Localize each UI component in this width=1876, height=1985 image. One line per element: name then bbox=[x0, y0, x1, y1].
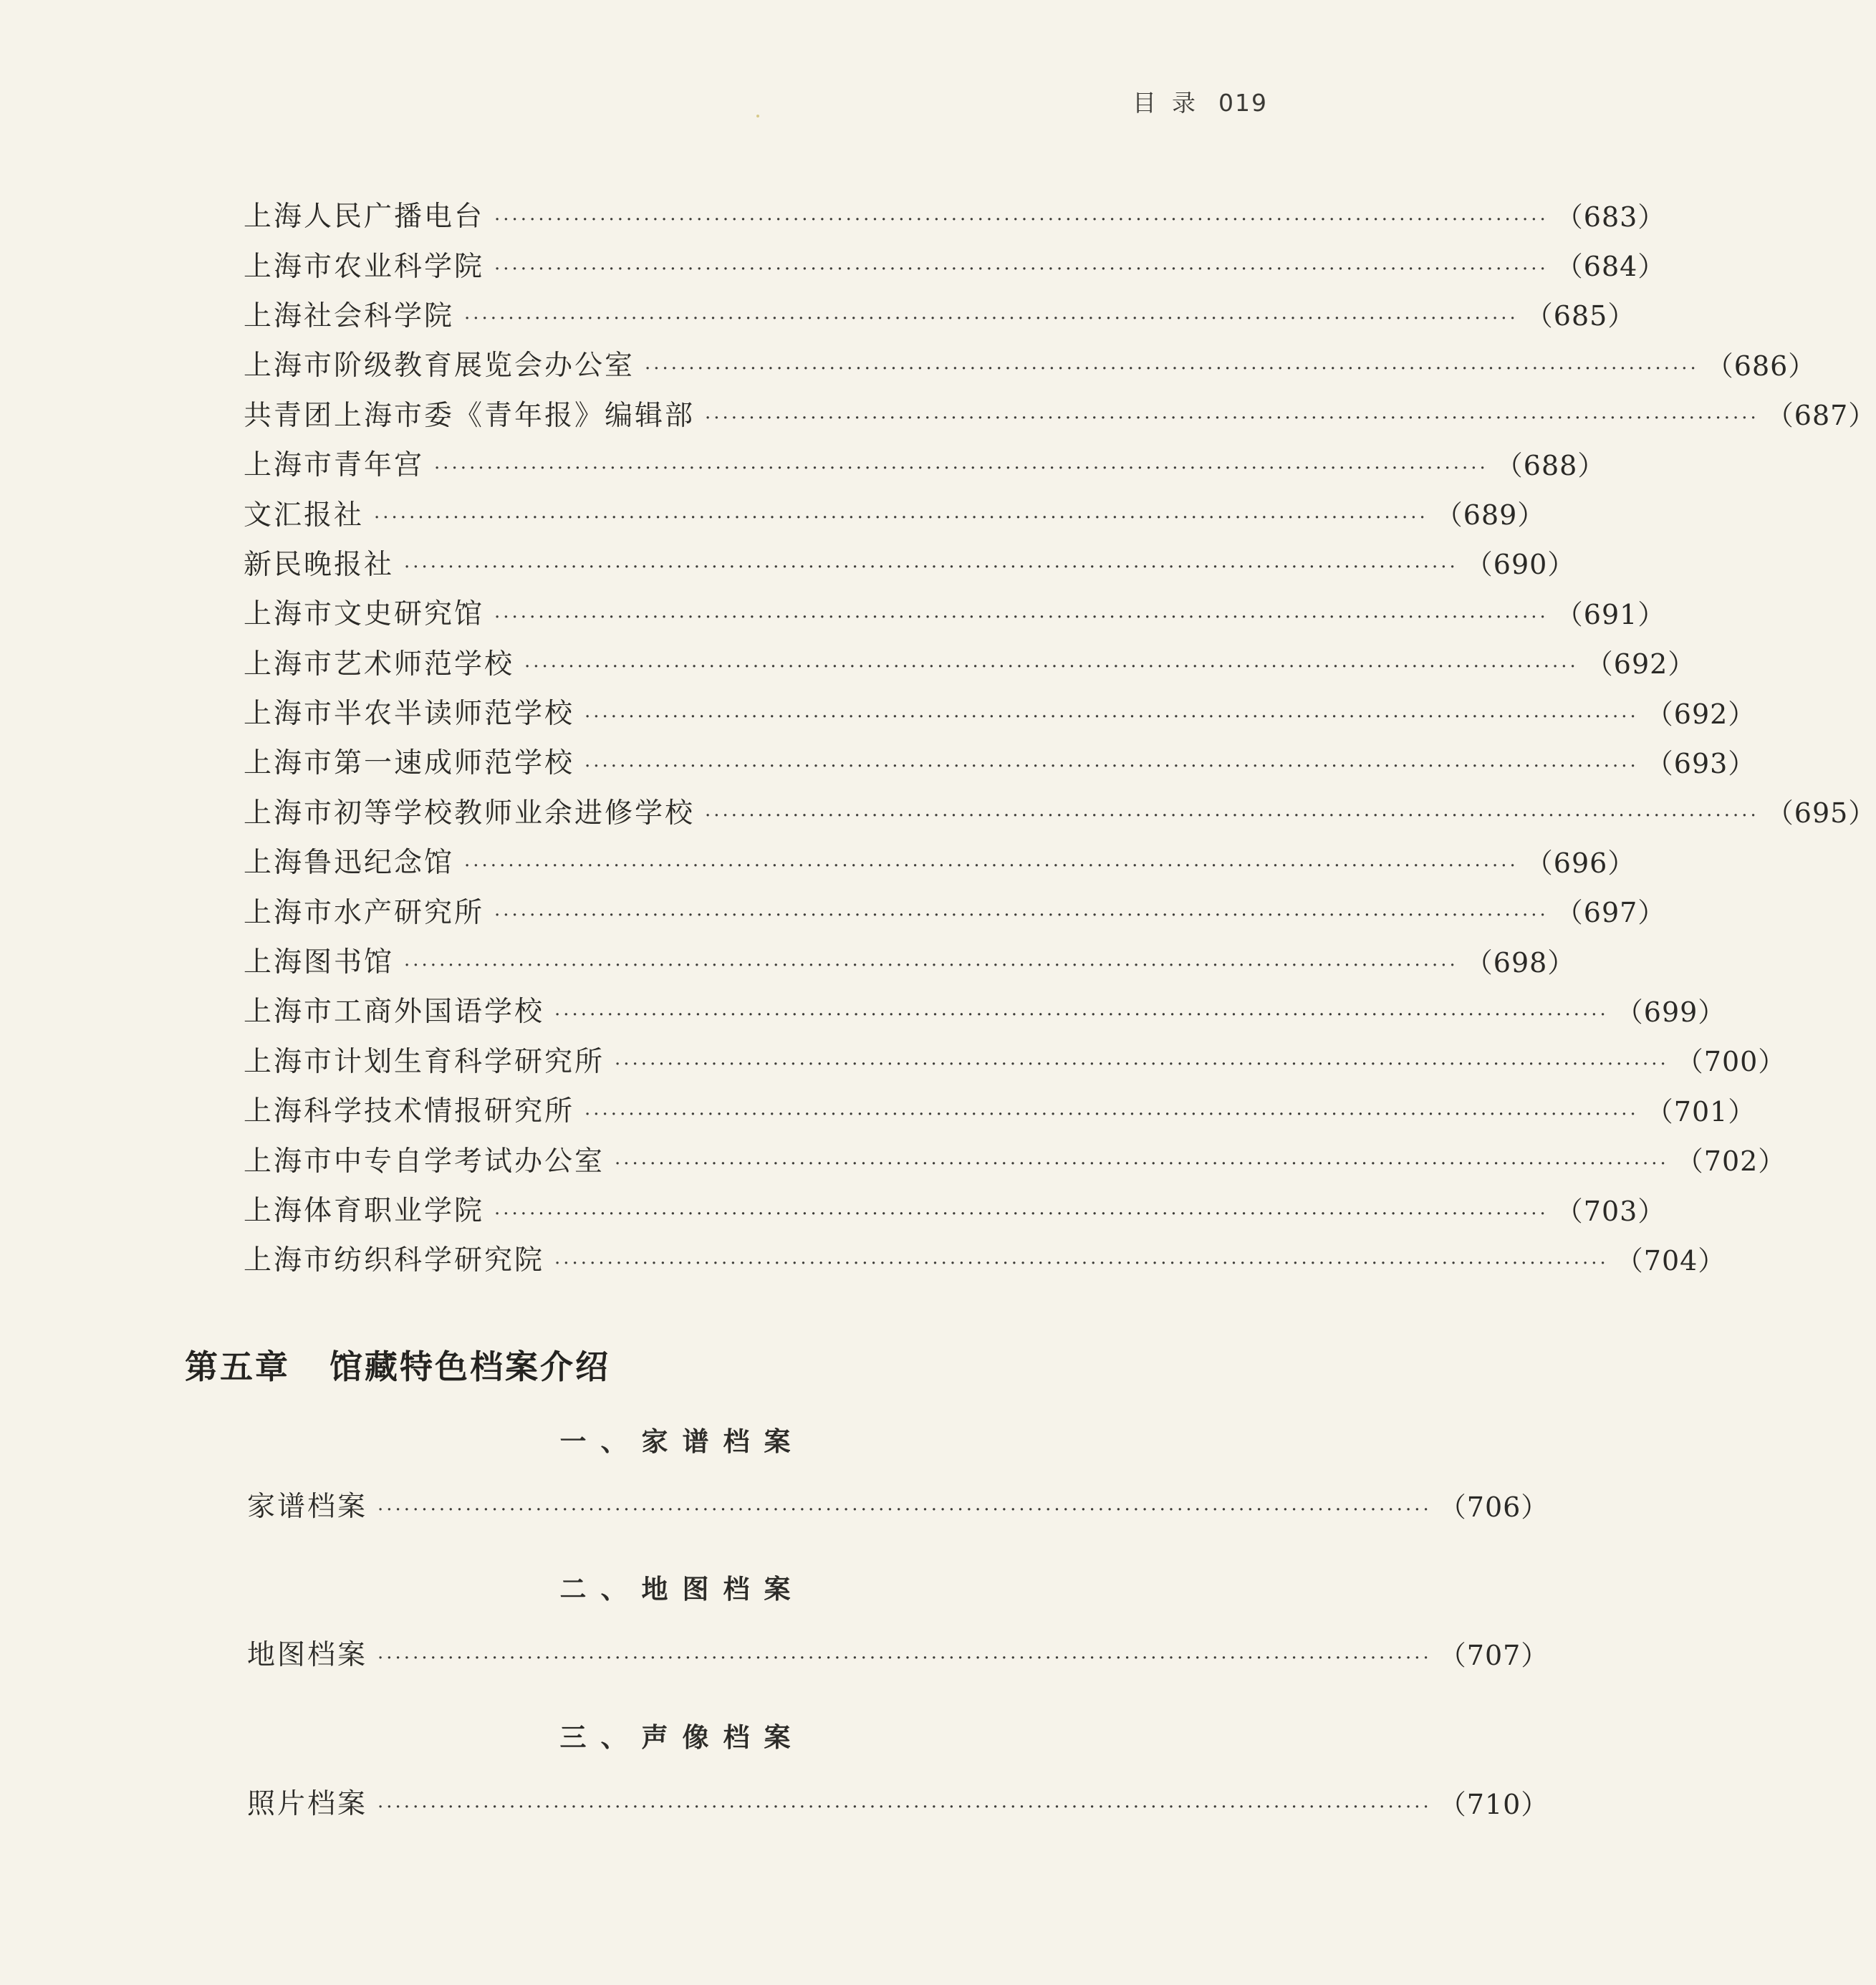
toc-entry-page: （684） bbox=[1555, 251, 1666, 283]
toc-entry[interactable] bbox=[244, 292, 1636, 341]
toc-entry-page: （700） bbox=[1675, 1046, 1786, 1078]
toc-entry[interactable] bbox=[244, 739, 1756, 788]
toc-entry-label: 家谱档案 bbox=[247, 1491, 368, 1524]
toc-entry-label: 上海市文史研究馆 bbox=[244, 598, 485, 631]
toc-entry-page: （686） bbox=[1706, 350, 1817, 382]
toc-entry-label: 上海市艺术师范学校 bbox=[244, 648, 515, 681]
toc-entry-page: （710） bbox=[1438, 1788, 1549, 1820]
toc-entry[interactable] bbox=[247, 1482, 1549, 1532]
toc-entry[interactable] bbox=[244, 640, 1696, 689]
toc-entry-page: （698） bbox=[1465, 946, 1576, 979]
toc-entry-page: （704） bbox=[1615, 1244, 1726, 1277]
leader-dots: ························································································································ bbox=[645, 357, 1699, 380]
toc-entry-label: 上海人民广播电台 bbox=[244, 201, 485, 234]
toc-entry-page: （696） bbox=[1525, 847, 1636, 879]
toc-entry-label: 上海体育职业学院 bbox=[244, 1195, 485, 1227]
chapter-heading bbox=[185, 1341, 610, 1388]
toc-entry[interactable] bbox=[244, 590, 1666, 639]
leader-dots: ························································································································ bbox=[377, 1647, 1432, 1669]
leader-dots: ························································································································ bbox=[464, 308, 1519, 330]
leader-dots: ························································································································ bbox=[494, 208, 1549, 231]
chapter-number: 第五章 bbox=[185, 1347, 290, 1386]
section-entry-list bbox=[247, 1482, 1549, 1532]
toc-entry-page: （706） bbox=[1438, 1491, 1549, 1523]
section-entry-list bbox=[247, 1779, 1549, 1829]
leader-dots: ························································································································ bbox=[524, 656, 1579, 678]
toc-entry-label: 上海市纺织科学研究院 bbox=[244, 1244, 545, 1277]
leader-dots: ························································································································ bbox=[494, 606, 1549, 628]
toc-entry-label: 上海社会科学院 bbox=[244, 299, 455, 332]
toc-entry-page: （689） bbox=[1435, 499, 1546, 532]
toc-entry-label: 上海市初等学校教师业余进修学校 bbox=[244, 797, 696, 830]
leader-dots: ························································································································ bbox=[494, 259, 1549, 281]
toc-entry-label: 上海科学技术情报研究所 bbox=[244, 1095, 575, 1128]
toc-entry-label: 上海市计划生育科学研究所 bbox=[244, 1045, 605, 1078]
toc-entry-label: 上海市农业科学院 bbox=[244, 250, 485, 283]
toc-entry-label: 上海市水产研究所 bbox=[244, 896, 485, 929]
toc-entry-label: 上海市第一速成师范学校 bbox=[244, 747, 575, 780]
toc-entry-page: （697） bbox=[1555, 897, 1666, 929]
toc-entry[interactable] bbox=[244, 241, 1666, 291]
leader-dots: ························································································································ bbox=[554, 1004, 1609, 1026]
toc-entry-page: （702） bbox=[1675, 1145, 1786, 1178]
leader-dots: ························································································································ bbox=[705, 805, 1759, 827]
toc-entry[interactable] bbox=[244, 192, 1666, 241]
toc-entry[interactable] bbox=[244, 1236, 1726, 1285]
header-title: 目录 bbox=[1132, 89, 1211, 117]
toc-entry-label: 上海市阶级教育展览会办公室 bbox=[244, 350, 635, 383]
toc-entry-label: 上海市中专自学考试办公室 bbox=[244, 1145, 605, 1178]
section-heading: 二、地图档案 bbox=[559, 1574, 805, 1605]
section-entry-list bbox=[247, 1630, 1549, 1680]
leader-dots: ························································································································ bbox=[404, 557, 1458, 579]
leader-dots: ························································································································ bbox=[377, 1499, 1432, 1521]
toc-entry[interactable] bbox=[244, 1186, 1666, 1236]
toc-entry-page: （699） bbox=[1615, 996, 1726, 1028]
leader-dots: ························································································································ bbox=[585, 706, 1639, 728]
toc-entry-label: 照片档案 bbox=[247, 1788, 368, 1821]
chapter-title: 馆藏特色档案介绍 bbox=[329, 1347, 610, 1386]
toc-entry-page: （707） bbox=[1438, 1639, 1549, 1671]
section-heading: 一、家谱档案 bbox=[559, 1426, 805, 1457]
leader-dots: ························································································································ bbox=[464, 855, 1519, 877]
toc-entry-label: 上海市青年宫 bbox=[244, 449, 425, 482]
toc-entry-page: （690） bbox=[1465, 549, 1576, 581]
leader-dots: ························································································································ bbox=[615, 1153, 1669, 1176]
toc-entry[interactable] bbox=[244, 1087, 1756, 1136]
toc-entry-page: （692） bbox=[1585, 648, 1696, 681]
toc-entry[interactable] bbox=[244, 391, 1876, 441]
toc-entry-label: 上海鲁迅纪念馆 bbox=[244, 847, 455, 880]
toc-entry-label: 共青团上海市委《青年报》编辑部 bbox=[244, 399, 696, 432]
leader-dots: ························································································································ bbox=[434, 457, 1488, 479]
toc-entry-label: 上海图书馆 bbox=[244, 946, 395, 979]
toc-entry-page: （685） bbox=[1525, 300, 1636, 332]
toc-entry-page: （687） bbox=[1766, 400, 1876, 432]
leader-dots: ························································································································ bbox=[615, 1054, 1669, 1076]
toc-entry[interactable] bbox=[247, 1630, 1549, 1680]
leader-dots: ························································································································ bbox=[494, 1203, 1549, 1225]
toc-entry[interactable] bbox=[244, 938, 1576, 987]
toc-entry[interactable] bbox=[244, 341, 1817, 390]
leader-dots: ························································································································ bbox=[585, 755, 1639, 777]
toc-entry-label: 文汇报社 bbox=[244, 499, 365, 532]
leader-dots: ························································································································ bbox=[377, 1796, 1432, 1818]
toc-entry[interactable] bbox=[244, 490, 1546, 539]
toc-entry-label: 地图档案 bbox=[247, 1639, 368, 1672]
toc-entry[interactable] bbox=[244, 1136, 1786, 1186]
toc-entry-page: （693） bbox=[1645, 747, 1756, 779]
toc-entry-label: 上海市工商外国语学校 bbox=[244, 996, 545, 1029]
leader-dots: ························································································································ bbox=[374, 507, 1428, 529]
toc-entry-page: （691） bbox=[1555, 598, 1666, 630]
toc-entry[interactable] bbox=[244, 689, 1756, 739]
leader-dots: ························································································································ bbox=[585, 1103, 1639, 1125]
toc-entry-label: 上海市半农半读师范学校 bbox=[244, 698, 575, 731]
running-header bbox=[1132, 85, 1268, 118]
leader-dots: ························································································································ bbox=[554, 1252, 1609, 1274]
toc-entry-page: （695） bbox=[1766, 797, 1876, 830]
toc-entry-label: 新民晚报社 bbox=[244, 548, 395, 581]
toc-entry[interactable] bbox=[244, 441, 1606, 490]
toc-entry[interactable] bbox=[244, 987, 1726, 1037]
toc-entry-page: （703） bbox=[1555, 1195, 1666, 1227]
toc-entry[interactable] bbox=[244, 540, 1576, 590]
toc-entry-page: （692） bbox=[1645, 698, 1756, 730]
paper-speck bbox=[756, 115, 759, 117]
toc-entry-page: （688） bbox=[1495, 449, 1606, 481]
toc-entry-list bbox=[244, 192, 1876, 1286]
toc-entry[interactable] bbox=[244, 1037, 1786, 1087]
toc-entry[interactable] bbox=[244, 888, 1666, 937]
toc-entry[interactable] bbox=[244, 789, 1876, 838]
toc-entry-page: （683） bbox=[1555, 201, 1666, 233]
toc-entry[interactable] bbox=[244, 838, 1636, 888]
toc-entry-page: （701） bbox=[1645, 1095, 1756, 1128]
section-heading: 三、声像档案 bbox=[559, 1722, 805, 1753]
leader-dots: ························································································································ bbox=[494, 905, 1549, 927]
toc-entry[interactable] bbox=[247, 1779, 1549, 1829]
header-page-number: 019 bbox=[1218, 89, 1268, 117]
leader-dots: ························································································································ bbox=[404, 954, 1458, 976]
leader-dots: ························································································································ bbox=[705, 408, 1759, 430]
